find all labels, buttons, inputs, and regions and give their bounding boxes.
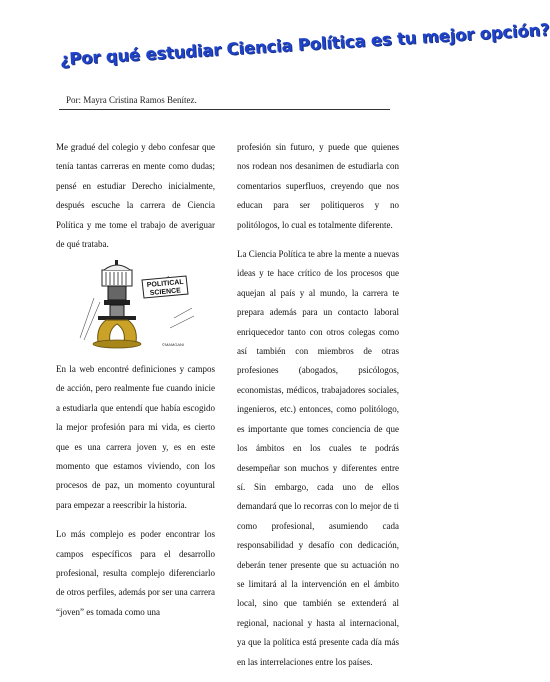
- paragraph: Lo más complejo es poder encontrar los campos específicos para el desarrollo profesional, resulta complejo diferenciarlo de otros perfiles, además por ser una carrera “joven” es tomada como una: [56, 529, 215, 617]
- right-column: [237, 138, 399, 682]
- political-science-cartoon: [74, 258, 199, 350]
- paragraph: Me gradué del colegio y debo confesar que tenía tantas carreras en mente como dudas; pensé en estudiar Derecho inicialmente, después escuche la carrera de Ciencia Política y me tome el trabajo de averiguar de qué trataba.: [56, 142, 215, 250]
- article-title: ¿Por qué estudiar Ciencia Política es tu mejor opción?: [59, 20, 550, 69]
- left-column-bottom: [56, 360, 215, 632]
- cartoon-illustration: [74, 258, 199, 350]
- cartoon-label-line2: SCIENCE: [149, 287, 182, 297]
- divider-line: [59, 109, 390, 110]
- paragraph: En la web encontré definiciones y campos de acción, pero realmente fue cuando inicie a estudiarla que entendí que había escogido la mejor profesión para mi vida, es cierto que es una carrera joven y, es en este momento que estamos viviendo, con los procesos de paz, un momento coyuntural para empezar a reescribir la historia.: [56, 364, 215, 510]
- paragraph: profesión sin futuro, y puede que quienes nos rodean nos desanimen de estudiarla con comentarios superfluos, creyendo que nos educan para ser politiqueros y no politólogos, lo cual es totalmente diferente.: [237, 142, 399, 230]
- cartoon-signature: ©MAMGANI: [162, 342, 185, 347]
- left-column-top: [56, 138, 215, 264]
- cartoon-label-line1: POLITICAL: [146, 278, 184, 289]
- author-byline: Por: Mayra Cristina Ramos Benítez.: [66, 95, 197, 105]
- paragraph: La Ciencia Política te abre la mente a nuevas ideas y te hace crítico de los procesos que aquejan al país y al mundo, la carrera te prepara además para un contacto laboral enriquecedor tanto con otros colegas como así también con miembros de otras profesiones (abogados, psicólogos, economistas, médicos, trabajadores sociales, ingenieros, etc.) entonces, como politólogo, es importante que tomes conciencia de que los ámbitos en los cuales te podrás desempeñar son muchos y diferentes entre sí. Sin embargo, cada uno de ellos demandará que lo recorras con lo mejor de ti como profesional, asumiendo cada responsabilidad y desafío con dedicación, deberán tener presente que su actuación no se limitará al la intervención en el ámbito local, sino que también se extenderá al regional, nacional y hasta al internacional, ya que la política está presente cada día más en las interrelaciones entre los países.: [237, 249, 399, 667]
